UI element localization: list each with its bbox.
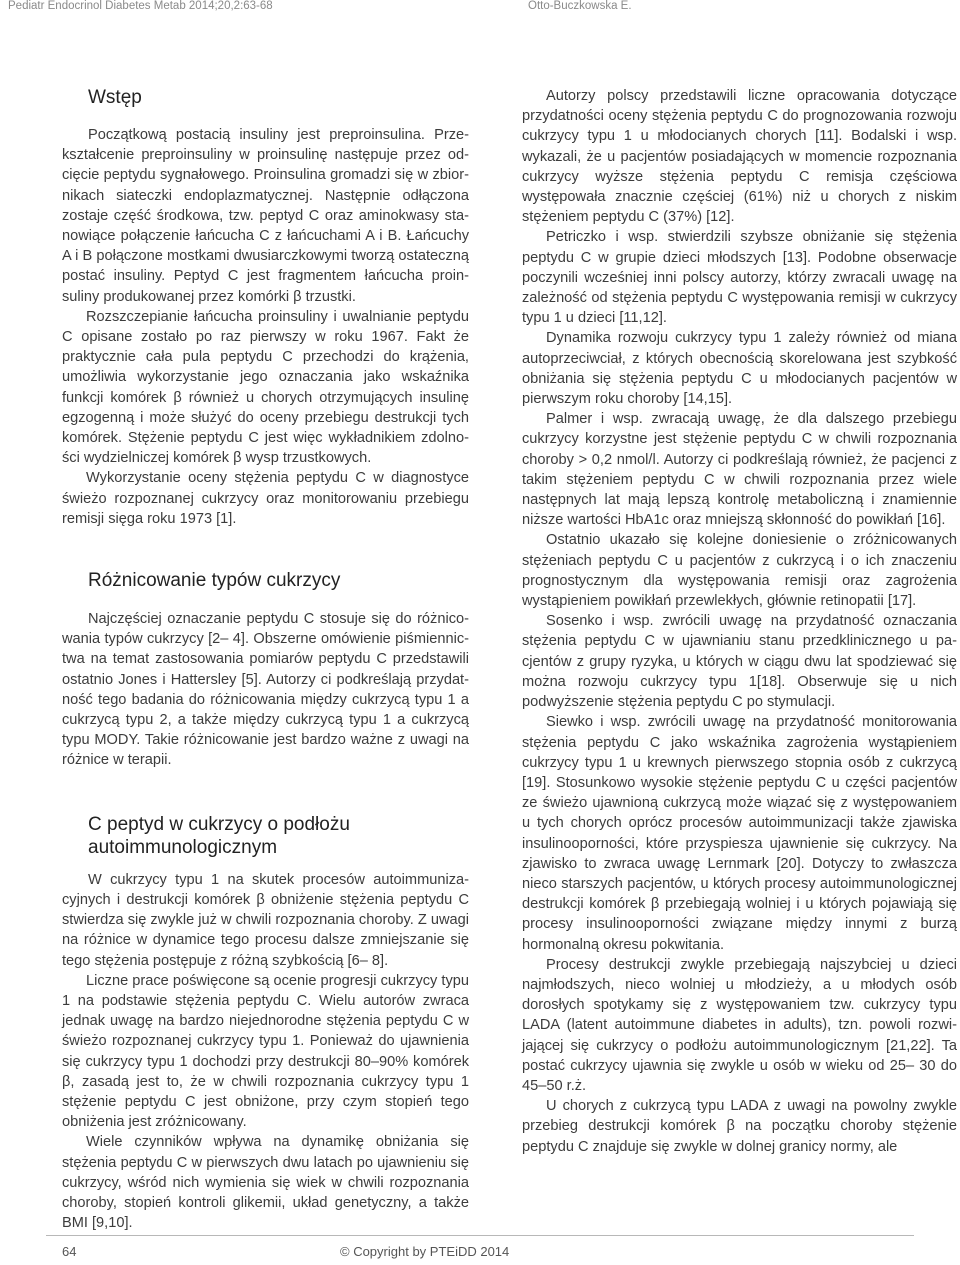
paragraph: Sosenko i wsp. zwrócili uwagę na przydatność oznaczania stężenia peptydu C w ujawnianiu stanu przedklinicznego u pacjentów z grupy ryzyka, u których w ciągu dwu lat spodziewać się można rozwoju cukrzycy typu 1[18]. Obserwuje się u nich podwyższenie stężenia peptydu C po stymulacji. — [522, 613, 957, 711]
paragraph: Wykorzystanie oceny stężenia peptydu C w diagnostyce świeżo rozpoznanej cukrzycy oraz monitorowaniu przebiegu remisji sięga roku 1973 [1]. — [62, 470, 469, 527]
paragraph: Najczęściej oznaczanie peptydu C stosuje się do różnicowania typów cukrzycy [2– 4]. Obszerne omówienie piśmiennictwa na temat zastosowania pomiarów peptydu C przedstawili ostatnio Jones i Hattersley [5]. Autorzy ci podkreślają przydatność tego badania do różnicowania między cukrzycą typu 1 a cukrzycą typu 2, a także między cukrzycą typu 1 a cukrzycą typu MODY. Takie różnicowanie jest bardzo ważne z uwagi na różnice w terapii. — [62, 611, 469, 769]
paragraph: Dynamika rozwoju cukrzycy typu 1 zależy również od miana autoprzeciwciał, z których obecnością skorelowana jest szybkość obniżania się stężenia peptydu C u młodocianych pacjentów w pierwszym roku choroby [14,15]. — [522, 330, 957, 408]
paragraph: Petriczko i wsp. stwierdzili szybsze obniżanie się stężenia peptydu C w grupie dzieci młodszych [13]. Podobne obserwacje poczynili wcześniej inni polscy autorzy, którzy zwracali uwagę na zależność od stężenia peptydu C występowania remisji w cukrzycy typu 1 u dzieci [11,12]. — [522, 229, 957, 327]
right-column — [522, 86, 957, 1157]
paragraph: Początkową postacią insuliny jest preproinsulina. Przekształcenie preproinsuliny w proinsulinę następuje przez odcięcie peptydu sygnałowego. Proinsulina gromadzi się w zbiornikach siateczki endoplazmatycznej. Następnie odłączona zostaje część środkowa, tzw. peptyd C oraz aminokwasy stanowiące połączenie łańcucha C z łańcuchami A i B. Łańcuchy A i B połączone mostkami dwusiarczkowymi tworzą ostateczną postać insuliny. Peptyd C jest fragmentem łańcucha proinsuliny produkowanej przez komórki β trzustki. — [62, 127, 469, 305]
paragraph: Liczne prace poświęcone są ocenie progresji cukrzycy typu 1 na podstawie stężenia peptydu C. Wielu autorów zwraca jednak uwagę na bardzo niejednorodne stężenia peptydu C w świeżo rozpoznanej cukrzycy typu 1. Ponieważ do ujawnienia się cukrzycy typu 1 dochodzi przy destrukcji 80–90% komórek β, zasadą jest to, że w chwili rozpoznania cukrzycy typu 1 stężenie peptydu C jest obniżone, przy czym stopień tego obniżenia jest zróżnicowany. — [62, 972, 469, 1131]
paragraph: Procesy destrukcji zwykle przebiegają najszybciej u dzieci najmłodszych, nieco wolniej u młodzieży, a u młodych osób dorosłych spotykamy się z występowaniem tzw. cukrzycy typu LADA (latent autoimmune diabetes in adults), tzn. powoli rozwijającej się cukrzycy o podłożu autoimmunologicznym [21,22]. Ta postać cukrzycy ujawnia się zwykle u osób w wieku od 25– 30 do 45–50 r.ż. — [522, 956, 957, 1094]
page-number: 64 — [62, 1244, 77, 1259]
section-title-autoimmune: C peptyd w cukrzycy o podłożu autoimmunologicznym — [88, 813, 350, 858]
paragraph: Rozszczepianie łańcucha proinsuliny i uwalnianie peptydu C opisane zostało po raz pierwszy w roku 1967. Fakt że praktycznie cała pula peptydu C przechodzi do krążenia, umożliwia wykorzystanie jego oznaczania jako wskaźnika funkcji komórek β również u chorych otrzymujących insulinę egzogenną i może służyć do oceny przebiegu destrukcji tych komórek. Stężenie peptydu C jest więc wykładnikiem zdolności wydzielniczej komórek β wysp trzustkowych. — [62, 308, 469, 467]
paragraph: Autorzy polscy przedstawili liczne opracowania dotyczące przydatności oceny stężenia peptydu C do prognozowania rozwoju cukrzycy typu 1 u młodocianych chorych [11]. Bodalski i wsp. wykazali, że u pacjentów posiadających w momencie rozpoznania cukrzycy wyższe stężenia peptydu C remisja częściowa występowała znacznie częściej (61%) niż u chorych z niskim stężeniem peptydu C (37%) [12]. — [522, 88, 957, 226]
paragraph: W cukrzycy typu 1 na skutek procesów autoimmunizacyjnych i destrukcji komórek β obniżenie stężenia peptydu C stwierdza się zwykle już w chwili rozpoznania choroby. Z uwagi na różnice w dynamice tego procesu dalsze zmniejszanie się tego stężenia postępuje z różną szybkością [6– 8]. — [62, 871, 469, 969]
section-title-differentiation: Różnicowanie typów cukrzycy — [88, 570, 341, 592]
footer-divider — [46, 1235, 914, 1236]
paragraph: Palmer i wsp. zwracają uwagę, że dla dalszego przebiegu cukrzycy korzystne jest stężenie peptydu C w chwili rozpoznania choroby > 0,2 nmol/l. Autorzy ci podkreślają również, że pacjenci z takim stężeniem peptydu C w chwili rozpoznania przez wiele następnych lat mają lepszą kontrolę metaboliczną i znamiennie niższe wartości HbA1c oraz mniejszą skłonność do powikłań [16]. — [522, 411, 957, 529]
section-title-intro: Wstęp — [88, 87, 142, 108]
paragraph: Wiele czynników wpływa na dynamikę obniżania się stężenia peptydu C w pierwszych dwu latach po ujawnieniu się cukrzycy, wśród nich wymienia się wiek w chwili rozpoznania choroby, stopień kontroli glikemii, układ genetyczny, a także BMI [9,10]. — [62, 1134, 469, 1232]
author-name: Otto-Buczkowska E. — [528, 0, 632, 12]
left-column — [62, 86, 469, 1233]
paragraph: Ostatnio ukazało się kolejne doniesienie o zróżnicowanych stężeniach peptydu C u pacjentów z cukrzycą i o ich znaczeniu prognostycznym dla występowania remisji oraz zagrożenia wystąpieniem powikłań przewlekłych, głównie retinopatii [17]. — [522, 532, 957, 610]
journal-citation: Pediatr Endocrinol Diabetes Metab 2014;20,2:63-68 — [8, 0, 273, 12]
paragraph: U chorych z cukrzycą typu LADA z uwagi na powolny zwykle przebieg destrukcji komórek β na początku choroby stężenie peptydu C znajduje się zwykle w dolnej granicy normy, ale — [522, 1098, 957, 1155]
paragraph: Siewko i wsp. zwrócili uwagę na przydatność monitorowania stężenia peptydu C jako wskaźnika zagrożenia wystąpieniem cukrzycy typu 1 u krewnych pierwszego stopnia osób z cukrzycą [19]. Stosunkowo wysokie stężenie peptydu C u części pacjentów ze świeżo ujawnioną cukrzycą może wiązać się z występowaniem u tych chorych oprócz procesów autoimmunizacji także zjawiska insulinooporności, które przyspiesza ujawnienie się cukrzycy. Na zjawisko to zwraca uwagę Lernmark [20]. Dotyczy to zwłaszcza nieco starszych pacjentów, u których procesy autoimmunologicznej destrukcji komórek β przebiegają wolniej i u których pojawiają się procesy insulinooporności związane między innymi z burzą hormonalną okresu pokwitania. — [522, 714, 957, 953]
copyright-notice: © Copyright by PTEiDD 2014 — [340, 1244, 510, 1259]
running-head — [8, 0, 952, 14]
